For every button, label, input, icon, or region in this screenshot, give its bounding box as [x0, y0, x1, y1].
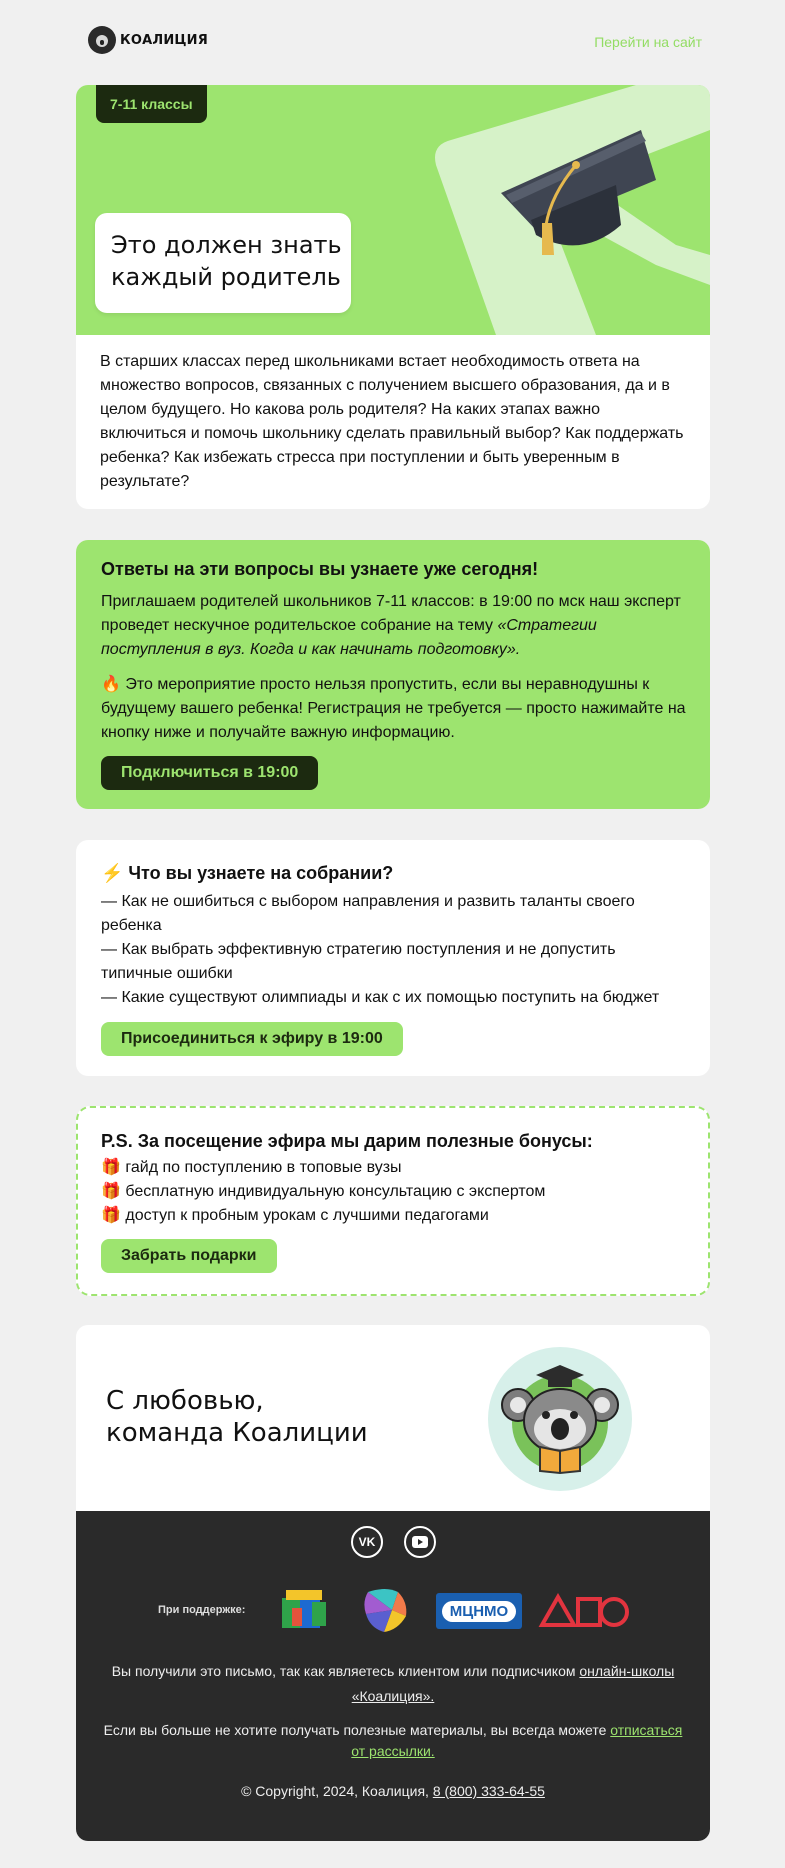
- brand-logo[interactable]: [88, 26, 208, 54]
- youtube-icon[interactable]: [404, 1526, 436, 1558]
- learn-title: ⚡ Что вы узнаете на собрании?: [101, 863, 394, 883]
- hero-title-card: [95, 213, 351, 313]
- signoff-section: [76, 1325, 710, 1511]
- go-to-site-link[interactable]: Перейти на сайт: [594, 34, 702, 50]
- webinar-topic: «Стратегии поступления в вуз. Когда и как начинать подготовку».: [101, 617, 597, 658]
- signoff-line2: команда Коалиции: [106, 1418, 368, 1448]
- learn-item: — Как не ошибиться с выбором направления и развить таланты своего ребенка: [101, 893, 635, 934]
- youtube-play-icon: [412, 1536, 428, 1548]
- vk-icon[interactable]: VK: [351, 1526, 383, 1558]
- koala-mascot-icon: [488, 1347, 632, 1491]
- answers-section: [76, 540, 710, 809]
- footer-p1-text: Вы получили это письмо, так как являетесь клиентом или подписчиком: [111, 1663, 580, 1679]
- bonus-item: 🎁 бесплатную индивидуальную консультацию с экспертом: [101, 1183, 546, 1200]
- bonus-title: P.S. За посещение эфира мы дарим полезные бонусы:: [101, 1131, 593, 1151]
- answers-title: Ответы на эти вопросы вы узнаете уже сегодня!: [101, 559, 539, 579]
- bonus-list: [101, 1156, 691, 1228]
- get-gifts-button[interactable]: Забрать подарки: [101, 1239, 277, 1273]
- hero-title-line2: каждый родитель: [111, 263, 341, 291]
- signoff-text: [106, 1385, 368, 1449]
- grade-tag: 7-11 классы: [96, 85, 207, 123]
- unsubscribe-link[interactable]: отписаться от рассылки.: [351, 1722, 683, 1759]
- koala-logo-icon: [88, 26, 116, 54]
- support-label: При поддержке:: [158, 1604, 246, 1616]
- learn-item: — Какие существуют олимпиады и как с их помощью поступить на бюджет: [101, 989, 660, 1006]
- answers-p1-text: Приглашаем родителей школьников 7-11 классов: в 19:00 по мск наш эксперт проведет нескучное родительское собрание на тему: [101, 593, 681, 634]
- answers-paragraph-1: [101, 590, 691, 662]
- learn-item: — Как выбрать эффективную стратегию поступления и не допустить типичные ошибки: [101, 941, 616, 982]
- bonus-item: 🎁 доступ к пробным урокам с лучшими педагогами: [101, 1207, 489, 1224]
- partner-star-logo-icon[interactable]: [358, 1584, 414, 1636]
- join-stream-button[interactable]: Присоединиться к эфиру в 19:00: [101, 1022, 403, 1056]
- email-footer: [76, 1511, 710, 1841]
- answers-paragraph-2: 🔥 Это мероприятие просто нельзя пропустить, если вы неравнодушны к будущему вашего ребенка! Регистрация не требуется — просто нажимайте на кнопку ниже и получайте важную информацию.: [101, 676, 686, 741]
- school-link[interactable]: онлайн-школы «Коалиция».: [351, 1663, 675, 1704]
- hero-title-line1: Это должен знать: [111, 231, 342, 259]
- hero-banner: [76, 85, 710, 335]
- koala-mascot: [488, 1347, 632, 1491]
- learn-list: [101, 890, 691, 1010]
- partner-mcnmo-logo[interactable]: [436, 1593, 522, 1629]
- copyright: [96, 1779, 690, 1804]
- brand-name: КОАЛИЦИЯ: [120, 32, 208, 48]
- footer-p2-text: Если вы больше не хотите получать полезные материалы, вы всегда можете: [103, 1722, 611, 1738]
- intro-text: В старших классах перед школьниками встает необходимость ответа на множество вопросов, связанных с получением высшего образования, да и в целом будущего. Но какова роль родителя? На каких этапах важно включиться и помочь школьнику сделать правильный выбор? Как поддержать ребенка? Как избежать стресса при поступлении и быть уверенным в результате?: [100, 353, 684, 490]
- partner-dpo-logo-icon[interactable]: [538, 1593, 630, 1629]
- intro-section: [76, 335, 710, 509]
- join-at-19-button[interactable]: Подключиться в 19:00: [101, 756, 318, 790]
- signoff-line1: С любовью,: [106, 1386, 264, 1416]
- mcnmo-text: МЦНМО: [442, 1601, 516, 1622]
- footer-subscription-note: [96, 1659, 690, 1709]
- footer-unsubscribe-note: [96, 1720, 690, 1762]
- copyright-text: © Copyright, 2024, Коалиция,: [241, 1783, 433, 1799]
- email-header: [76, 22, 710, 62]
- hero-title: [111, 229, 342, 293]
- partner-cube-logo-icon[interactable]: [278, 1584, 334, 1636]
- phone-link[interactable]: 8 (800) 333-64-55: [432, 1783, 545, 1799]
- bonus-section: [76, 1106, 710, 1296]
- bonus-item: 🎁 гайд по поступлению в топовые вузы: [101, 1159, 402, 1176]
- learn-section: [76, 840, 710, 1076]
